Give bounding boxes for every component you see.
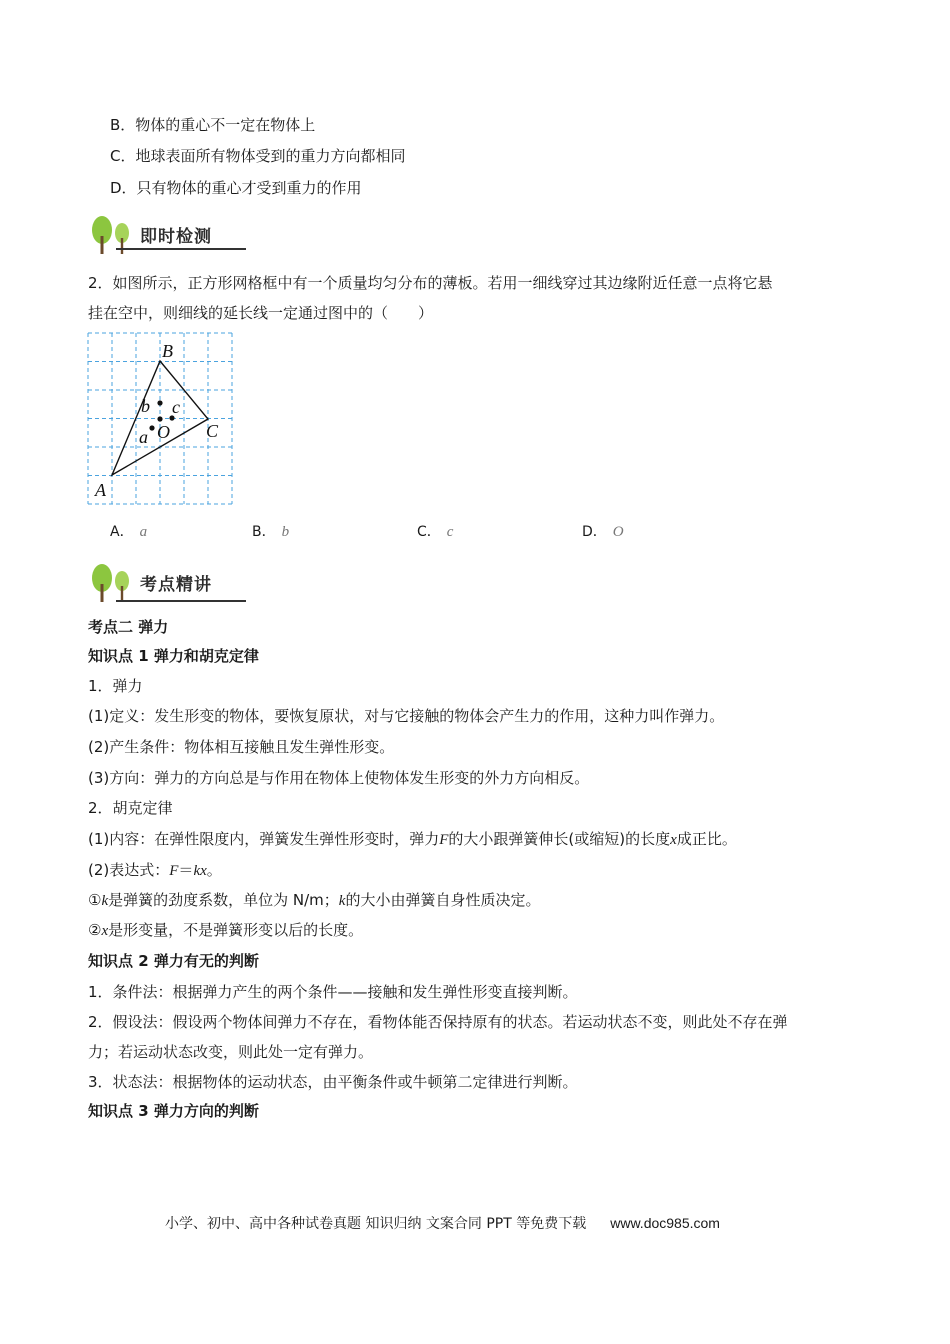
label-A: A	[95, 480, 106, 500]
banner-underline	[116, 248, 246, 250]
text-part: 的大小由弹簧自身性质决定。	[345, 891, 541, 909]
paragraph: (1)定义：发生形变的物体，要恢复原状，对与它接触的物体会产生力的作用，这种力叫作弹力。	[88, 707, 725, 725]
footer-text: 小学、初中、高中各种试卷真题 知识归纳 文案合同 PPT 等免费下载	[165, 1216, 587, 1232]
answer-key: A．	[110, 524, 134, 540]
answer-value: O	[612, 524, 624, 540]
text-part: 是形变量，不是弹簧形变以后的长度。	[108, 921, 364, 939]
paragraph	[88, 890, 540, 911]
paragraph: 1．条件法：根据弹力产生的两个条件——接触和发生弹性形变直接判断。	[88, 983, 578, 1001]
var-F: F	[169, 863, 179, 879]
label-C: C	[206, 421, 219, 441]
var-F: F	[439, 832, 449, 848]
answer-b	[252, 521, 289, 541]
option-c: C．地球表面所有物体受到的重力方向都相同	[110, 147, 406, 165]
text-part: ②	[88, 921, 102, 939]
answer-a	[110, 521, 147, 541]
question-2-line-1: 2．如图所示，正方形网格框中有一个质量均匀分布的薄板。若用一细线穿过其边缘附近任意一点将它悬	[88, 274, 773, 292]
tree-icon	[88, 214, 138, 258]
paragraph: 2．假设法：假设两个物体间弹力不存在，看物体能否保持原有的状态。若运动状态不变，则此处不存在弹	[88, 1013, 788, 1031]
text-part: 。	[206, 861, 222, 879]
paragraph: 3．状态法：根据物体的运动状态，由平衡条件或牛顿第二定律进行判断。	[88, 1073, 578, 1091]
section-banner-lecture	[88, 562, 248, 606]
label-b: b	[141, 396, 150, 416]
option-d: D．只有物体的重心才受到重力的作用	[110, 179, 362, 197]
var-x: x	[670, 832, 677, 848]
label-O: O	[157, 422, 170, 442]
text-part: 成正比。	[676, 830, 737, 848]
paragraph: (2)产生条件：物体相互接触且发生弹性形变。	[88, 738, 395, 756]
label-c: c	[172, 397, 180, 417]
answer-value: a	[139, 524, 148, 540]
paragraph: 2．胡克定律	[88, 799, 173, 817]
answer-key: C．	[417, 524, 441, 540]
answer-key: D．	[582, 524, 607, 540]
label-a: a	[139, 427, 148, 447]
section-banner-practice	[88, 214, 248, 258]
var-k: k	[101, 893, 109, 909]
banner-underline	[116, 600, 246, 602]
text-part: 是弹簧的劲度系数，单位为 N/m；	[108, 891, 339, 909]
knowledge-point-3: 知识点 3 弹力方向的判断	[88, 1102, 259, 1120]
text-part: 的大小跟弹簧伸长(或缩短)的长度	[448, 830, 671, 848]
var-kx: kx	[193, 863, 207, 879]
label-B: B	[162, 341, 173, 361]
paragraph	[88, 920, 363, 941]
answer-d	[582, 521, 624, 541]
triangle-grid-figure	[86, 331, 236, 506]
answer-value: c	[446, 524, 454, 540]
answer-c	[417, 521, 453, 541]
var-k: k	[338, 893, 346, 909]
text-part: ①	[88, 891, 102, 909]
text-part: (2)表达式：	[88, 861, 170, 879]
paragraph: 力；若运动状态改变，则此处一定有弹力。	[88, 1043, 374, 1061]
page-footer	[165, 1213, 720, 1233]
formula-line	[88, 860, 222, 881]
knowledge-point-1: 知识点 1 弹力和胡克定律	[88, 647, 259, 665]
text-part: (1)内容：在弹性限度内，弹簧发生弹性形变时，弹力	[88, 830, 440, 848]
section-title: 考点二 弹力	[88, 618, 169, 636]
banner-label: 即时检测	[140, 227, 212, 247]
banner-label: 考点精讲	[140, 575, 212, 595]
text-part: ＝	[178, 861, 194, 879]
knowledge-point-2: 知识点 2 弹力有无的判断	[88, 952, 259, 970]
var-x: x	[101, 923, 109, 939]
paragraph	[88, 829, 737, 850]
paragraph: 1．弹力	[88, 677, 143, 695]
answer-value: b	[281, 524, 290, 540]
footer-link[interactable]: www.doc985.com	[610, 1215, 720, 1231]
option-b: B．物体的重心不一定在物体上	[110, 116, 316, 134]
question-2-line-2: 挂在空中，则细线的延长线一定通过图中的（ ）	[88, 304, 434, 322]
paragraph: (3)方向：弹力的方向总是与作用在物体上使物体发生形变的外力方向相反。	[88, 769, 590, 787]
answer-key: B．	[252, 524, 276, 540]
